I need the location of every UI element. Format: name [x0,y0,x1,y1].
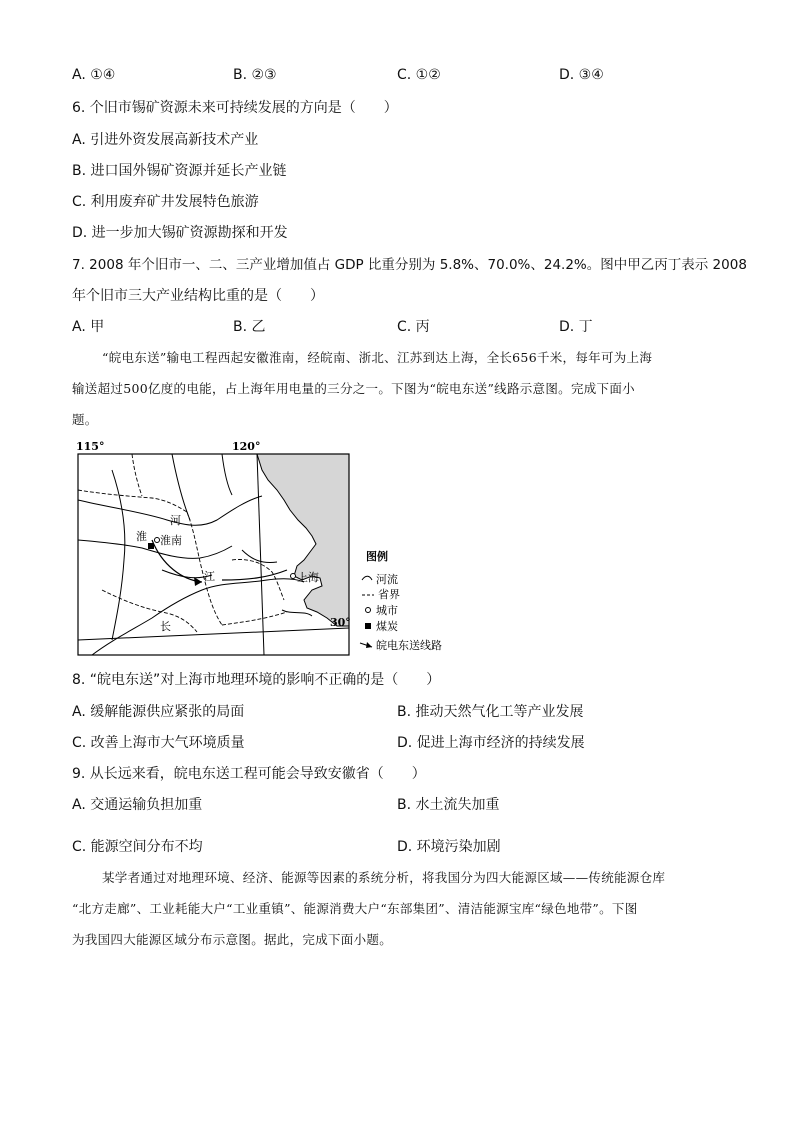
q5-option-a[interactable]: A. ①④ [72,67,116,83]
legend-route-arrow [366,642,372,648]
q8-options-row1 [72,703,722,721]
label-huai: 淮 [136,530,147,543]
q8-stem: 8. “皖电东送”对上海市地理环境的影响不正确的是（ ） [72,672,441,688]
legend-border: 省界 [378,588,400,601]
q5-option-d[interactable]: D. ③④ [559,67,604,83]
q6-stem: 6. 个旧市锡矿资源未来可持续发展的方向是（ ） [72,100,398,116]
q6-option-d[interactable]: D. 进一步加大锡矿资源勘探和开发 [72,225,288,241]
legend-city: 城市 [376,604,398,617]
q9-option-c[interactable]: C. 能源空间分布不均 [72,839,203,855]
route-arrowhead [194,577,202,586]
passage-four-energy-regions [72,862,722,955]
wan-dian-dong-song-map [72,440,472,660]
q6-option-b[interactable]: B. 进口国外锡矿资源并延长产业链 [72,163,287,179]
passage2-line1: 某学者通过对地理环境、经济、能源等因素的系统分析，将我国分为四大能源区域——传统能源仓库 [102,870,666,885]
label-chang: 长 [160,620,171,633]
meridian-120 [257,454,264,655]
q6-option-c[interactable]: C. 利用废弃矿井发展特色旅游 [72,194,259,210]
city-huainan [155,538,160,543]
map-lon-120: 120° [232,440,261,453]
q7-stem-line1: 7. 2008 年个旧市一、二、三产业增加值占 GDP 比重分别为 5.8%、70.0%、24.2%。图中甲乙丙丁表示 2008 [72,257,747,273]
q9-option-a[interactable]: A. 交通运输负担加重 [72,797,203,813]
q5-option-b[interactable]: B. ②③ [233,67,277,83]
legend-coal: 煤炭 [376,620,398,633]
map-lat-30: 30° [330,616,351,629]
passage1-line1: “皖电东送”输电工程西起安徽淮南，经皖南、浙北、江苏到达上海，全长656千米，每年可为上海 [102,350,653,365]
q9-options-row2 [72,838,722,856]
q7-option-a[interactable]: A. 甲 [72,319,105,335]
q9-stem: 9. 从长远来看，皖电东送工程可能会导致安徽省（ ） [72,766,426,782]
q6-option-a[interactable]: A. 引进外资发展高新技术产业 [72,132,259,148]
legend-route: 皖电东送线路 [376,639,442,652]
passage2-line2: “北方走廊”、工业耗能大户“工业重镇”、能源消费大户“东部集团”、清洁能源宝库“绿色地带”。下图 [72,901,638,916]
q9-option-b[interactable]: B. 水土流失加重 [397,797,500,813]
passage-wan-dian-dong-song [72,342,722,435]
passage1-line2: 输送超过500亿度的电能，占上海年用电量的三分之一。下图为“皖电东送”线路示意图。完成下面小 [72,381,635,396]
city-shanghai [291,574,296,579]
q8-option-d[interactable]: D. 促进上海市经济的持续发展 [397,735,585,751]
q8-option-a[interactable]: A. 缓解能源供应紧张的局面 [72,704,245,720]
legend-title: 图例 [366,550,388,563]
label-jiang: 江 [204,570,215,583]
q7-option-b[interactable]: B. 乙 [233,319,266,335]
q8-option-b[interactable]: B. 推动天然气化工等产业发展 [397,704,584,720]
q8-option-c[interactable]: C. 改善上海市大气环境质量 [72,735,245,751]
q7-stem-line2: 年个旧市三大产业结构比重的是（ ） [72,288,324,304]
coal-marker [148,543,154,549]
passage2-line3: 为我国四大能源区域分布示意图。据此，完成下面小题。 [72,932,393,947]
q9-option-d[interactable]: D. 环境污染加剧 [397,839,501,855]
q9-options-row1 [72,796,722,814]
q8-options-row2 [72,734,722,752]
label-huainan: 淮南 [160,534,182,547]
sea-area [257,454,349,626]
legend-coal-icon [365,623,371,629]
legend-river: 河流 [376,573,398,586]
map-legend [360,549,442,652]
parallel-30 [78,628,349,640]
q5-option-c[interactable]: C. ①② [397,67,441,83]
label-shanghai: 上海 [297,571,319,584]
passage1-line3: 题。 [72,412,98,427]
legend-river-icon [362,576,372,580]
q7-option-c[interactable]: C. 丙 [397,319,430,335]
label-he: 河 [170,514,181,527]
q7-option-d[interactable]: D. 丁 [559,319,593,335]
legend-city-icon [366,608,371,613]
map-lon-115: 115° [76,440,105,453]
